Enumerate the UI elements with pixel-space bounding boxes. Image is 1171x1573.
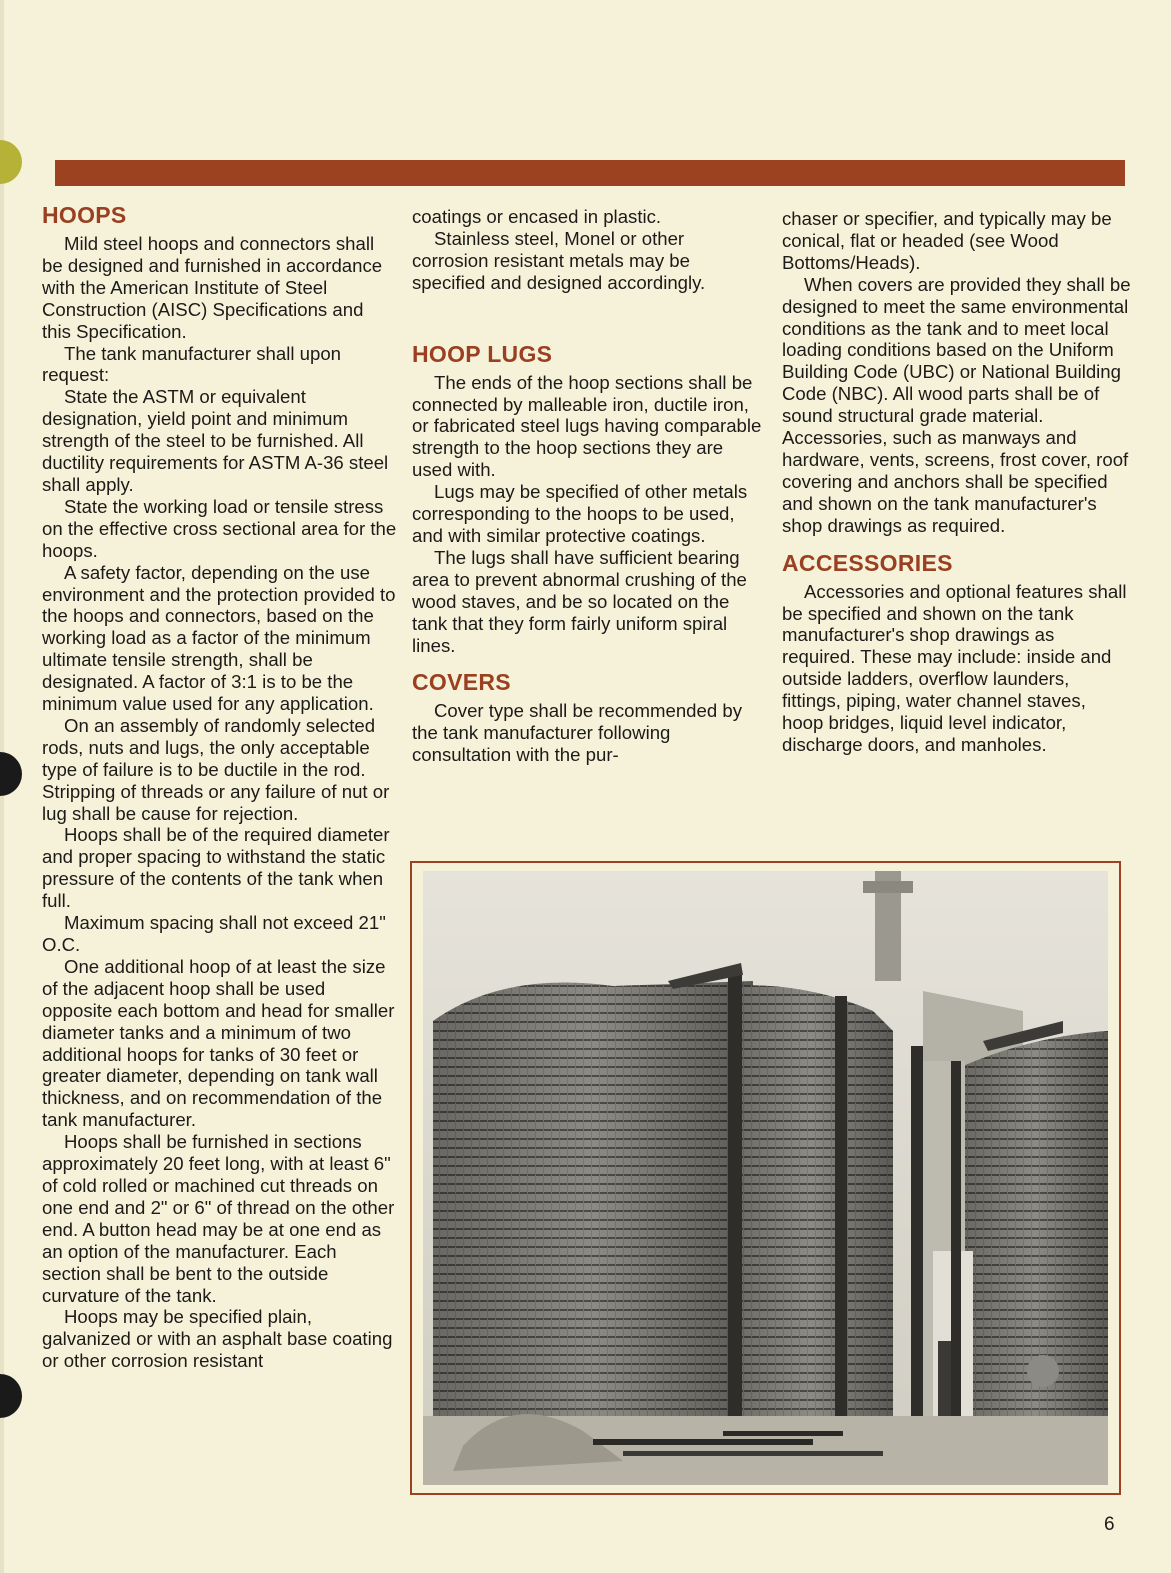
hoop-lugs-heading: HOOP LUGS: [412, 340, 553, 367]
covers-continued-paragraph: When covers are provided they shall be designed to meet the same environmental conditions as the tank and to meet local loading conditions based on the Uniform Building Code (UBC) or National Building Code (NBC). All wood parts shall be of sound structural grade material. Accessories, such as manways and hardware, vents, screens, frost cover, roof covering and anchors shall be specified and shown on the tank manufacturer's shop drawings as required.: [782, 273, 1131, 536]
hoops-paragraph: Mild steel hoops and connectors shall be designed and furnished in accordance with the American Institute of Steel Construction (AISC) Specifications and this Specification.: [42, 233, 383, 342]
hoops-heading: HOOPS: [42, 202, 127, 228]
covers-heading: COVERS: [412, 669, 511, 696]
hoops-paragraph: On an assembly of randomly selected rods, nuts and lugs, the only acceptable type of failure is to be ductile in the rod. Stripping of threads or any failure of nut or lug shall be cause for rejection.: [42, 714, 390, 824]
accessories-heading: ACCESSORIES: [782, 549, 953, 576]
hoops-paragraph: State the ASTM or equivalent designation, yield point and minimum strength of the steel to be furnished. All ductility requirements for ASTM A-36 steel shall apply.: [42, 386, 389, 495]
binder-hole-top: [0, 140, 22, 184]
hoops-continued-paragraph: coatings or encased in plastic.: [412, 206, 662, 227]
header-rule: [55, 160, 1125, 186]
hoops-paragraph: A safety factor, depending on the use environment and the protection provided to the hoops and connectors, based on the working load as a factor of the minimum ultimate tensile strength, shall be designated. A factor of 3:1 is to be the minimum value used for any application.: [42, 561, 396, 715]
wood-tanks-illustration: [423, 871, 1108, 1485]
hoop-lugs-paragraph: The ends of the hoop sections shall be connected by malleable iron, ductile iron, or fabricated steel lugs having comparable strength to the hoop sections they are used with.: [412, 371, 762, 481]
column-2: [412, 206, 762, 766]
hoop-lugs-paragraph: Lugs may be specified of other metals corresponding to the hoops to be used, and with similar protective coatings.: [412, 481, 748, 546]
wood-tanks-photo: [423, 871, 1108, 1485]
hoops-paragraph: The tank manufacturer shall upon request:: [42, 342, 341, 386]
binder-hole-bottom: [0, 1374, 22, 1418]
accessories-paragraph: Accessories and optional features shall be specified and shown on the tank manufacturer's shop drawings as required. These may include: inside and outside ladders, overflow launders, fittings, piping, water channel staves, hoop bridges, liquid level indicator, discharge doors, and manholes.: [782, 580, 1127, 755]
hoops-paragraph: One additional hoop of at least the size of the adjacent hoop shall be used opposite each bottom and head for smaller diameter tanks and a minimum of two additional hoops for tanks of 30 feet or greater diameter, depending on tank wall thickness, and on recommendation of the tank manufacturer.: [42, 955, 395, 1131]
hoops-paragraph: Hoops shall be of the required diameter and proper spacing to withstand the static pressure of the contents of the tank when full.: [42, 824, 390, 912]
covers-continued-paragraph: chaser or specifier, and typically may be conical, flat or headed (see Wood Bottoms/Heads).: [782, 208, 1112, 273]
column-3: [782, 208, 1132, 756]
hoops-paragraph: State the working load or tensile stress on the effective cross sectional area for the hoops.: [42, 495, 397, 561]
page-number: 6: [1104, 1514, 1115, 1535]
hoops-continued-paragraph: Stainless steel, Monel or other corrosion resistant metals may be specified and designed accordingly.: [412, 227, 706, 293]
hoop-lugs-paragraph: The lugs shall have sufficient bearing area to prevent abnormal crushing of the wood staves, and be so located on the tank that they form fairly uniform spiral lines.: [412, 546, 747, 656]
covers-paragraph: Cover type shall be recommended by the tank manufacturer following consultation with the pur-: [412, 700, 742, 766]
hoops-paragraph: Hoops may be specified plain, galvanized or with an asphalt base coating or other corrosion resistant: [42, 1306, 393, 1372]
binder-hole-middle: [0, 752, 22, 796]
column-1: [42, 201, 397, 1372]
hoops-paragraph: Hoops shall be furnished in sections approximately 20 feet long, with at least 6" of cold rolled or machined cut threads on one end and 2" or 6" of thread on the other end. A button head may be at one end as an option of the manufacturer. Each section shall be bent to the outside curvature of the tank.: [42, 1131, 395, 1306]
hoops-paragraph: Maximum spacing shall not exceed 21" O.C.: [42, 912, 386, 955]
photo-frame: [410, 861, 1121, 1495]
